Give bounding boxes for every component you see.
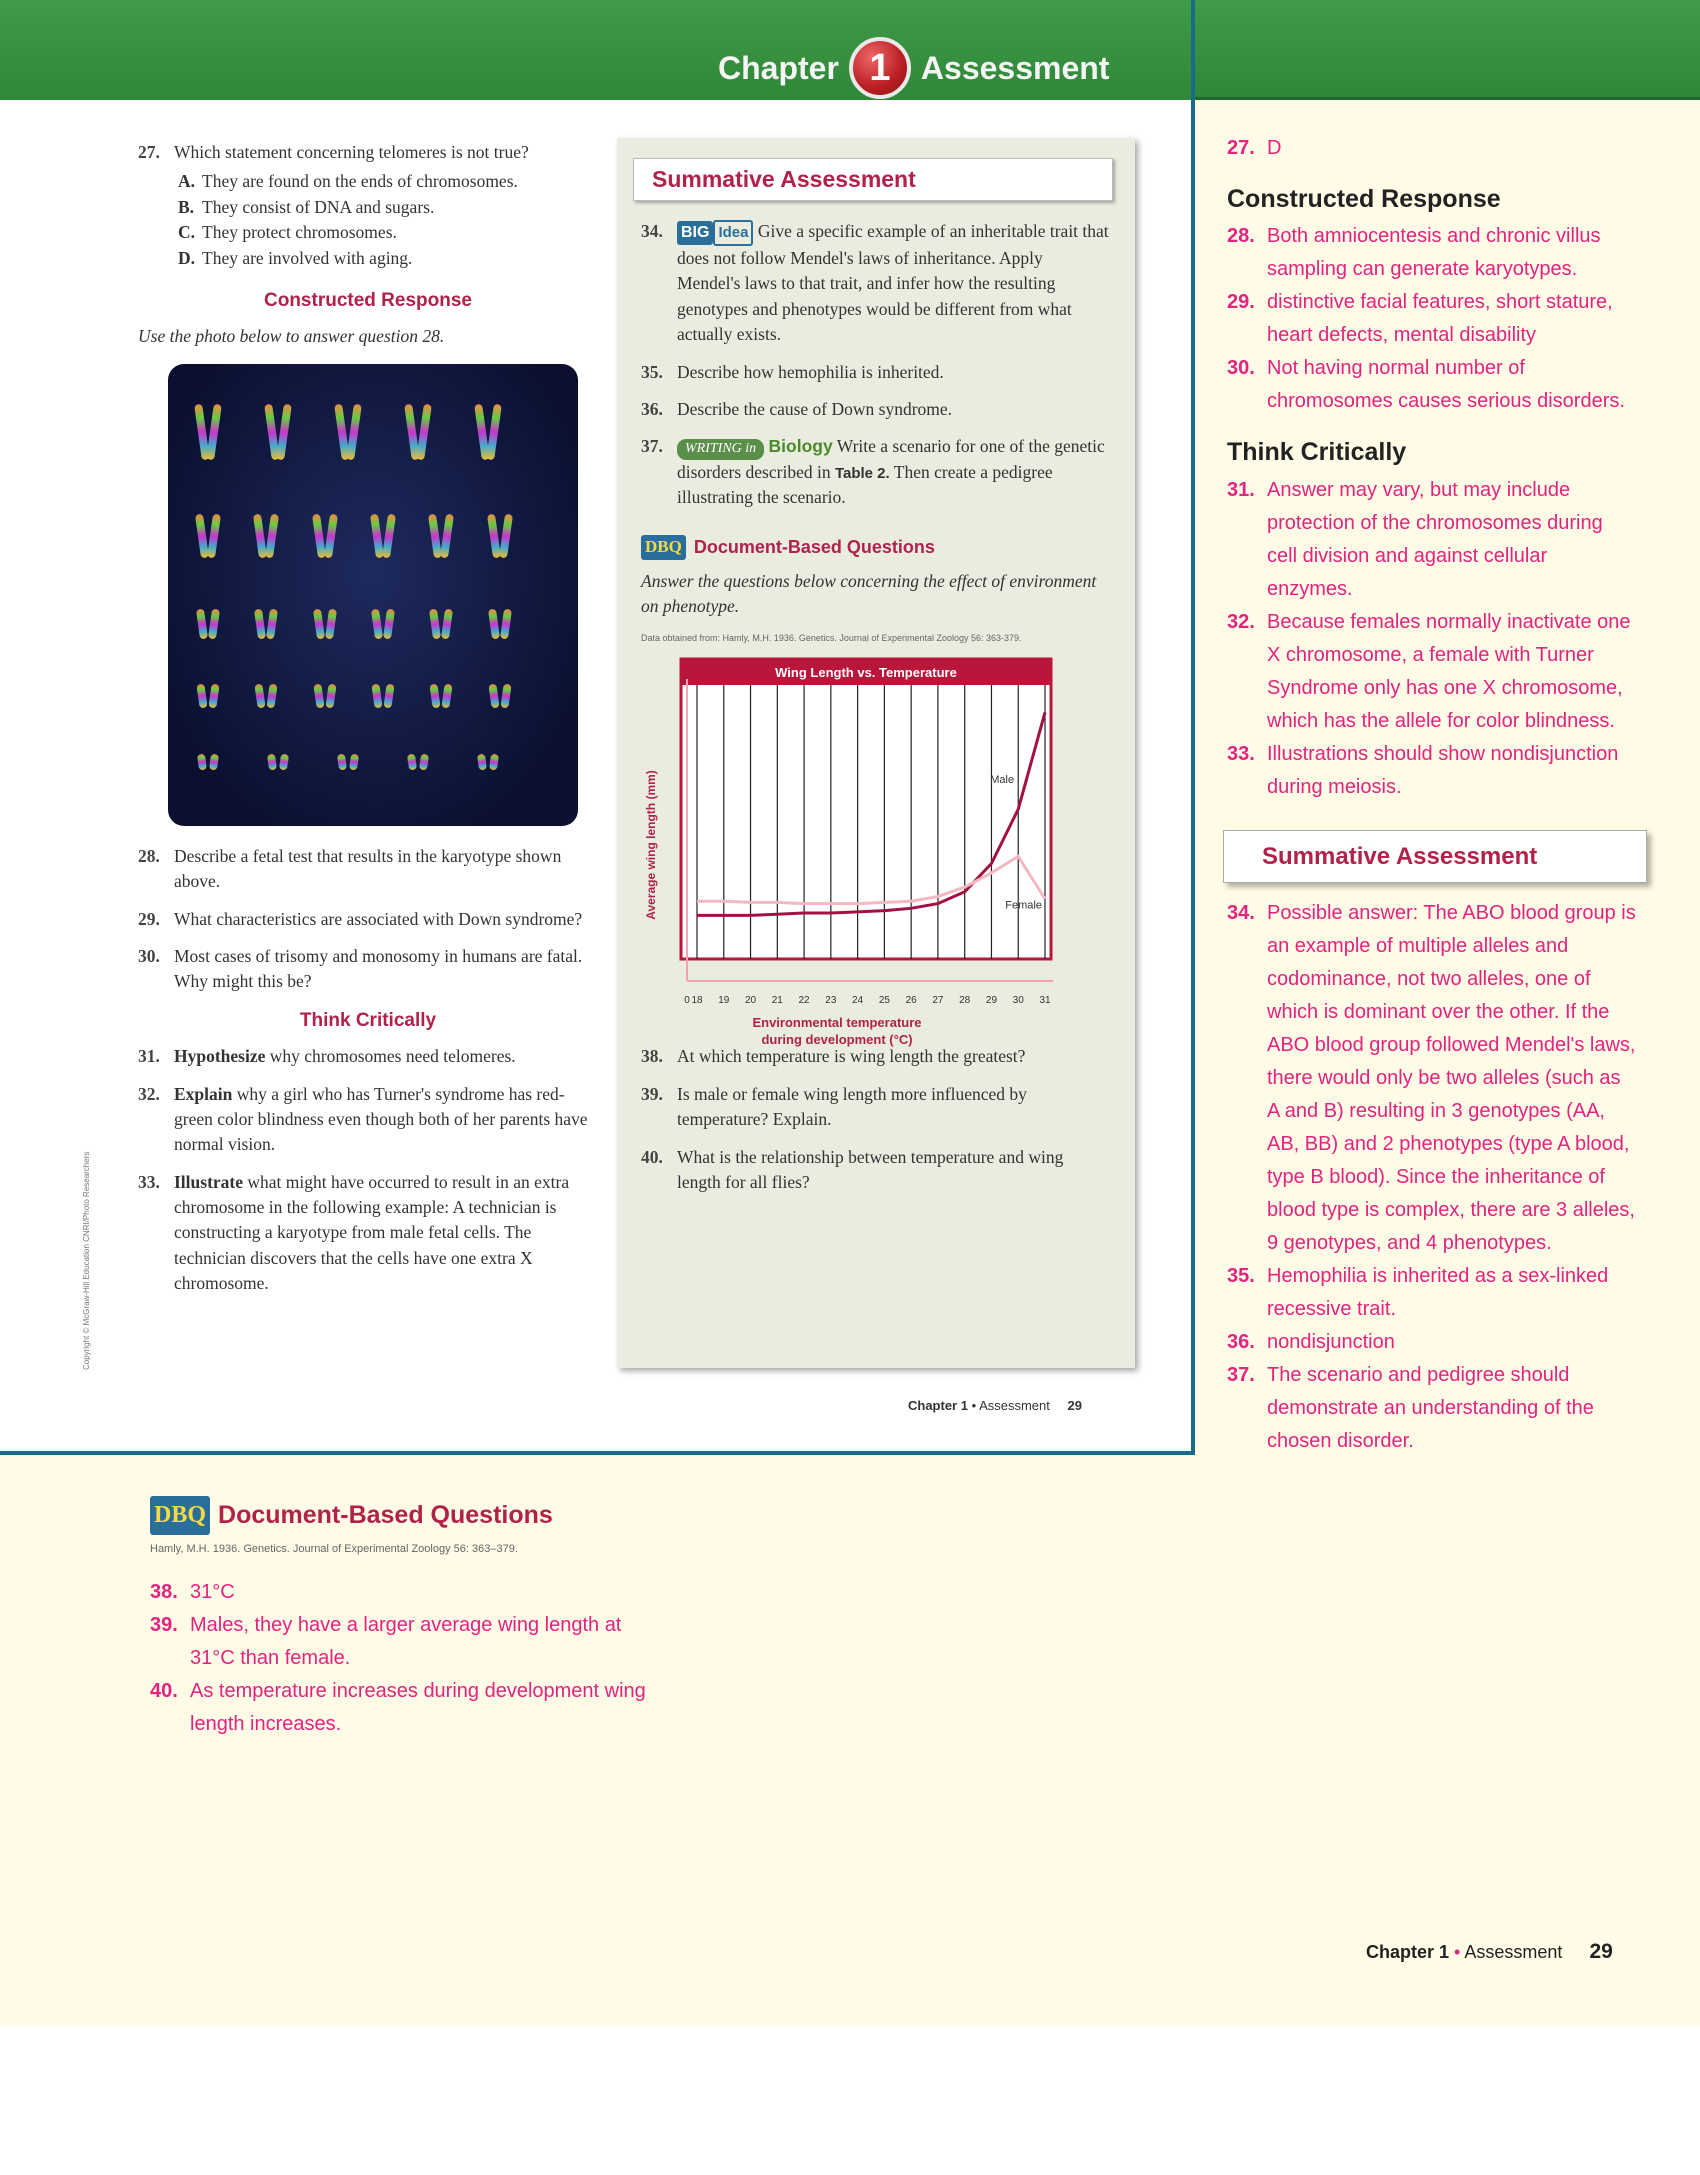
answer-29 bbox=[1227, 286, 1637, 352]
chart-tick-label: 19 bbox=[718, 995, 730, 1006]
answer-text: distinctive facial features, short stature, heart defects, mental disability bbox=[1267, 291, 1613, 347]
question-text: What characteristics are associated with Down syndrome? bbox=[174, 908, 583, 929]
answer-33 bbox=[1227, 738, 1637, 804]
question-text: Which statement concerning telomeres is not true? bbox=[174, 142, 529, 162]
chromosome bbox=[207, 513, 221, 558]
question-text: Describe how hemophilia is inherited. bbox=[677, 361, 944, 382]
chromosome bbox=[276, 404, 292, 461]
answer-number: 27. bbox=[1227, 137, 1255, 159]
chromosome bbox=[442, 683, 453, 708]
chart-tick-label: 24 bbox=[852, 995, 864, 1006]
answer-36 bbox=[1227, 1326, 1637, 1359]
question-number: 28. bbox=[138, 845, 160, 866]
option-b bbox=[178, 195, 598, 220]
answer-30 bbox=[1227, 352, 1637, 418]
answer-text: The scenario and pedigree should demonstrate an understanding of the chosen disorder. bbox=[1267, 1364, 1594, 1453]
chromosome bbox=[266, 608, 278, 639]
chromosome bbox=[206, 404, 222, 461]
chart-series-label-male: Male bbox=[990, 774, 1015, 787]
option-letter: B. bbox=[178, 196, 195, 217]
footer-bullet: • bbox=[971, 1398, 977, 1413]
option-letter: D. bbox=[178, 247, 196, 268]
chromosome bbox=[488, 683, 499, 708]
footer-section: Assessment bbox=[1464, 1942, 1563, 1962]
chromosome bbox=[500, 608, 512, 639]
option-a bbox=[178, 169, 598, 194]
footer-section: Assessment bbox=[979, 1398, 1050, 1413]
chromosome bbox=[208, 608, 220, 639]
chromosome bbox=[486, 404, 502, 461]
answer-key-right-column bbox=[1227, 132, 1637, 1458]
question-text bbox=[174, 1170, 598, 1297]
answer-text: Because females normally inactivate one X chromosome, a female with Turner Syndrome only has one X chromosome, which has the allele for color blindness. bbox=[1267, 610, 1631, 732]
answer-38 bbox=[150, 1576, 670, 1609]
answers-summative-heading: Summative Assessment bbox=[1223, 830, 1647, 884]
chromosome bbox=[429, 608, 441, 639]
question-number: 29. bbox=[138, 908, 160, 929]
question-text: Is male or female wing length more influenced by temperature? Explain. bbox=[677, 1083, 1027, 1130]
answer-number: 31. bbox=[1227, 478, 1255, 501]
question-number: 40. bbox=[641, 1146, 663, 1167]
chromosome bbox=[382, 513, 396, 558]
dbq-heading bbox=[641, 534, 1109, 560]
chromosome bbox=[337, 753, 347, 770]
dbq-logo-icon: DBQ bbox=[150, 1496, 210, 1536]
chromosome bbox=[430, 683, 441, 708]
chart-y-axis-label: Average wing length (mm) bbox=[644, 770, 658, 920]
answer-number: 28. bbox=[1227, 225, 1255, 248]
chart-tick-label: 27 bbox=[932, 995, 944, 1006]
photo-instruction: Use the photo below to answer question 28. bbox=[138, 326, 445, 347]
answer-number: 38. bbox=[150, 1581, 178, 1604]
chromosome bbox=[346, 404, 362, 461]
idea-badge: Idea bbox=[713, 220, 753, 246]
answers-dbq-title: Document-Based Questions bbox=[218, 1501, 553, 1529]
answer-text: Answer may vary, but may include protection of the chromosomes during cell division and against cellular enzymes. bbox=[1267, 478, 1603, 600]
footer-page-number: 29 bbox=[1067, 1398, 1082, 1413]
summative-assessment-box bbox=[617, 138, 1135, 1368]
chromosome bbox=[416, 404, 432, 461]
answers-dbq-heading bbox=[150, 1495, 670, 1536]
answer-40 bbox=[150, 1675, 670, 1741]
question-number: 27. bbox=[138, 142, 160, 162]
answer-31 bbox=[1227, 474, 1637, 606]
answer-number: 37. bbox=[1227, 1364, 1255, 1387]
footer-page-number: 29 bbox=[1589, 1940, 1613, 1963]
chromosome bbox=[279, 753, 289, 770]
question-27 bbox=[138, 140, 598, 165]
chart-title: Wing Length vs. Temperature bbox=[775, 665, 957, 680]
chromosome bbox=[371, 608, 383, 639]
answer-number: 39. bbox=[150, 1614, 178, 1637]
chromosome bbox=[371, 683, 382, 708]
option-d bbox=[178, 246, 598, 271]
dbq-instruction: Answer the questions below concerning the effect of environment on phenotype. bbox=[641, 570, 1097, 616]
chromosome bbox=[488, 608, 500, 639]
answer-number: 40. bbox=[150, 1680, 178, 1703]
question-number: 39. bbox=[641, 1083, 663, 1104]
chromosome bbox=[419, 753, 429, 770]
answer-39 bbox=[150, 1609, 670, 1675]
constructed-response-heading: Constructed Response bbox=[264, 289, 472, 311]
chromosome bbox=[383, 683, 394, 708]
big-idea-badge: BIG bbox=[677, 221, 713, 244]
question-body: Give a specific example of an inheritable trait that does not follow Mendel's laws of inheritance. Apply Mendel's laws to that trait, and infer how the resulting genotypes and phenotypes would be different from what actually exists. bbox=[677, 221, 1109, 345]
chapter-word: Chapter bbox=[718, 49, 839, 86]
chart-tick-label: 25 bbox=[878, 995, 890, 1006]
chromosome bbox=[441, 608, 453, 639]
answer-number: 36. bbox=[1227, 1331, 1255, 1354]
question-35 bbox=[641, 360, 1109, 385]
question-text bbox=[174, 1044, 598, 1069]
answer-text: Hemophilia is inherited as a sex-linked recessive trait. bbox=[1267, 1265, 1609, 1321]
answer-text: Both amniocentesis and chronic villus sampling can generate karyotypes. bbox=[1267, 225, 1601, 281]
question-number: 37. bbox=[641, 436, 663, 457]
option-text: They are found on the ends of chromosomes. bbox=[202, 171, 518, 192]
chart-tick-label: 29 bbox=[985, 995, 998, 1006]
answer-text: Males, they have a larger average wing length at 31°C than female. bbox=[190, 1614, 622, 1670]
option-c bbox=[178, 220, 598, 245]
writing-in-badge: WRITING in bbox=[677, 439, 764, 459]
chromosome bbox=[487, 513, 501, 558]
chart-tick-label: 20 bbox=[744, 995, 757, 1006]
chromosome bbox=[325, 608, 337, 639]
chapter-number-badge: 1 bbox=[849, 37, 911, 99]
chart-tick-label: 28 bbox=[959, 995, 971, 1006]
chromosome bbox=[489, 753, 499, 770]
chromosome bbox=[499, 513, 513, 558]
question-34 bbox=[641, 219, 1109, 347]
chromosome bbox=[254, 608, 266, 639]
question-number: 32. bbox=[138, 1083, 160, 1104]
chromosome bbox=[440, 513, 454, 558]
answer-text: D bbox=[1267, 137, 1282, 159]
answer-text: Not having normal number of chromosomes causes serious disorders. bbox=[1267, 357, 1625, 413]
teacher-page-footer bbox=[1366, 1940, 1613, 1964]
biology-label: Biology bbox=[768, 436, 833, 457]
question-text: Describe the cause of Down syndrome. bbox=[677, 398, 953, 419]
chart-tick-label: 0 bbox=[684, 995, 690, 1006]
answer-37 bbox=[1227, 1359, 1637, 1458]
answer-number: 34. bbox=[1227, 902, 1255, 925]
footer-chapter: Chapter 1 bbox=[1366, 1942, 1450, 1962]
answer-number: 32. bbox=[1227, 610, 1255, 633]
answers-think-heading: Think Critically bbox=[1227, 438, 1407, 467]
chromosome bbox=[197, 753, 207, 770]
chart-tick-label: 26 bbox=[905, 995, 917, 1006]
student-page bbox=[0, 0, 1195, 1455]
question-text bbox=[677, 434, 1109, 510]
option-text: They consist of DNA and sugars. bbox=[202, 196, 435, 217]
chromosome bbox=[267, 683, 278, 708]
chromosome bbox=[265, 513, 279, 558]
chromosome bbox=[383, 608, 395, 639]
answers-dbq-source: Hamly, M.H. 1936. Genetics. Journal of Experimental Zoology 56: 363–379. bbox=[150, 1543, 518, 1556]
chromosome bbox=[255, 683, 266, 708]
chromosome bbox=[407, 753, 417, 770]
chart-tick-label: 31 bbox=[1039, 995, 1051, 1006]
chart-series-label-female: Female bbox=[1005, 899, 1042, 912]
footer-bullet: • bbox=[1454, 1942, 1461, 1962]
option-text: They are involved with aging. bbox=[202, 247, 413, 268]
chart-tick-label: 21 bbox=[771, 995, 783, 1006]
chapter-title bbox=[718, 38, 1109, 98]
answer-28 bbox=[1227, 220, 1637, 286]
answer-text: As temperature increases during development wing length increases. bbox=[190, 1680, 646, 1736]
verb: Illustrate bbox=[174, 1171, 244, 1192]
question-number: 33. bbox=[138, 1171, 160, 1192]
question-number: 36. bbox=[641, 398, 663, 419]
question-39 bbox=[641, 1082, 1109, 1133]
answer-text: nondisjunction bbox=[1267, 1331, 1395, 1354]
question-33 bbox=[138, 1170, 598, 1297]
student-page-footer bbox=[908, 1398, 1082, 1413]
chromosome bbox=[313, 608, 325, 639]
option-text: They protect chromosomes. bbox=[202, 222, 397, 243]
question-text bbox=[174, 1082, 598, 1158]
answer-34 bbox=[1227, 897, 1637, 1260]
wing-length-chart bbox=[641, 655, 1081, 1055]
chart-tick-label: 30 bbox=[1012, 995, 1024, 1006]
question-body-2: Then create a pedigree illustrating the scenario. bbox=[677, 461, 1053, 508]
question-number: 31. bbox=[138, 1046, 160, 1067]
chart-tick-label: 23 bbox=[825, 995, 837, 1006]
question-number: 38. bbox=[641, 1046, 663, 1067]
data-source: Data obtained from: Hamly, M.H. 1936. Genetics. Journal of Experimental Zoology 56: 363-379. bbox=[641, 633, 1022, 644]
answer-number: 33. bbox=[1227, 742, 1255, 765]
chromosome bbox=[208, 683, 219, 708]
question-37 bbox=[641, 434, 1109, 510]
question-36 bbox=[641, 397, 1109, 422]
answer-32 bbox=[1227, 606, 1637, 738]
question-29 bbox=[138, 907, 598, 932]
chromosome bbox=[209, 753, 219, 770]
question-31 bbox=[138, 1044, 598, 1069]
question-number: 30. bbox=[138, 945, 160, 966]
answer-text: Possible answer: The ABO blood group is an example of multiple alleles and codominance, not two alleles, one of which is dominant over the other. If the ABO blood group followed Mendel's laws, there would only be two alleles (such as A and B) resulting in 3 genotypes (AA, AB, BB) and 2 phenotypes (type A blood, type B blood). Since the inheritance of blood type is complex, there are 3 alleles, 9 genotypes, and 4 phenotypes. bbox=[1267, 902, 1636, 1255]
summative-title: Summative Assessment bbox=[633, 158, 1113, 201]
chromosome bbox=[196, 608, 208, 639]
chromosome bbox=[196, 683, 207, 708]
question-32 bbox=[138, 1082, 598, 1158]
question-body: why a girl who has Turner's syndrome has red-green color blindness even though both of her parents have normal vision. bbox=[174, 1083, 588, 1155]
option-letter: C. bbox=[178, 222, 196, 243]
question-number: 35. bbox=[641, 361, 663, 382]
question-body: what might have occurred to result in an extra chromosome in the following example: A technician is constructing a karyotype from male fetal cells. The technician discovers that the cells have one extra X chromosome. bbox=[174, 1171, 570, 1294]
question-body: why chromosomes need telomeres. bbox=[265, 1046, 516, 1067]
dbq-logo-icon: DBQ bbox=[641, 535, 686, 560]
chromosome bbox=[312, 513, 326, 558]
answer-number: 30. bbox=[1227, 357, 1255, 380]
question-28 bbox=[138, 844, 598, 895]
answer-number: 29. bbox=[1227, 291, 1255, 314]
chromosome bbox=[477, 753, 487, 770]
answer-key-dbq bbox=[150, 1495, 670, 1741]
chromosome bbox=[349, 753, 359, 770]
footer-chapter: Chapter 1 bbox=[908, 1398, 968, 1413]
question-38 bbox=[641, 1044, 1109, 1069]
question-text bbox=[677, 219, 1109, 347]
question-text: At which temperature is wing length the greatest? bbox=[677, 1046, 1026, 1067]
chart-x-axis-label: Environmental temperature bbox=[752, 1015, 922, 1030]
chromosome bbox=[500, 683, 511, 708]
chart-tick-label: 22 bbox=[798, 995, 810, 1006]
chromosome bbox=[267, 753, 277, 770]
question-text: What is the relationship between temperature and wing length for all flies? bbox=[677, 1146, 1064, 1192]
question-40 bbox=[641, 1145, 1109, 1196]
chromosome bbox=[313, 683, 324, 708]
option-letter: A. bbox=[178, 171, 196, 192]
question-text: Most cases of trisomy and monosomy in humans are fatal. Why might this be? bbox=[174, 945, 583, 992]
copyright-notice: Copyright © McGraw-Hill Education CNRI/Photo Researchers bbox=[82, 1151, 91, 1370]
answer-text: Illustrations should show nondisjunction during meiosis. bbox=[1267, 742, 1619, 798]
assessment-word: Assessment bbox=[920, 49, 1110, 86]
question-text: Describe a fetal test that results in the karyotype shown above. bbox=[174, 845, 562, 892]
chart-tick-label: 18 bbox=[691, 995, 703, 1006]
answer-27 bbox=[1227, 132, 1637, 165]
chart-x-axis-label-2: during development (°C) bbox=[761, 1032, 913, 1047]
chromosome bbox=[324, 513, 338, 558]
question-30 bbox=[138, 944, 598, 995]
verb: Explain bbox=[174, 1083, 233, 1104]
answer-text: 31°C bbox=[190, 1581, 235, 1604]
answer-35 bbox=[1227, 1260, 1637, 1326]
think-critically-heading: Think Critically bbox=[299, 1009, 437, 1031]
answer-options bbox=[178, 169, 598, 271]
dbq-title: Document-Based Questions bbox=[693, 537, 935, 558]
chromosome bbox=[325, 683, 336, 708]
question-number: 34. bbox=[641, 221, 663, 242]
karyotype-photo bbox=[168, 364, 578, 826]
student-left-column bbox=[138, 140, 598, 1309]
answer-number: 35. bbox=[1227, 1265, 1255, 1288]
verb: Hypothesize bbox=[174, 1046, 266, 1067]
table-reference: Table 2. bbox=[834, 464, 890, 482]
question-body: Write a scenario for one of the genetic disorders described in bbox=[677, 436, 1105, 482]
answers-constructed-heading: Constructed Response bbox=[1227, 185, 1501, 213]
